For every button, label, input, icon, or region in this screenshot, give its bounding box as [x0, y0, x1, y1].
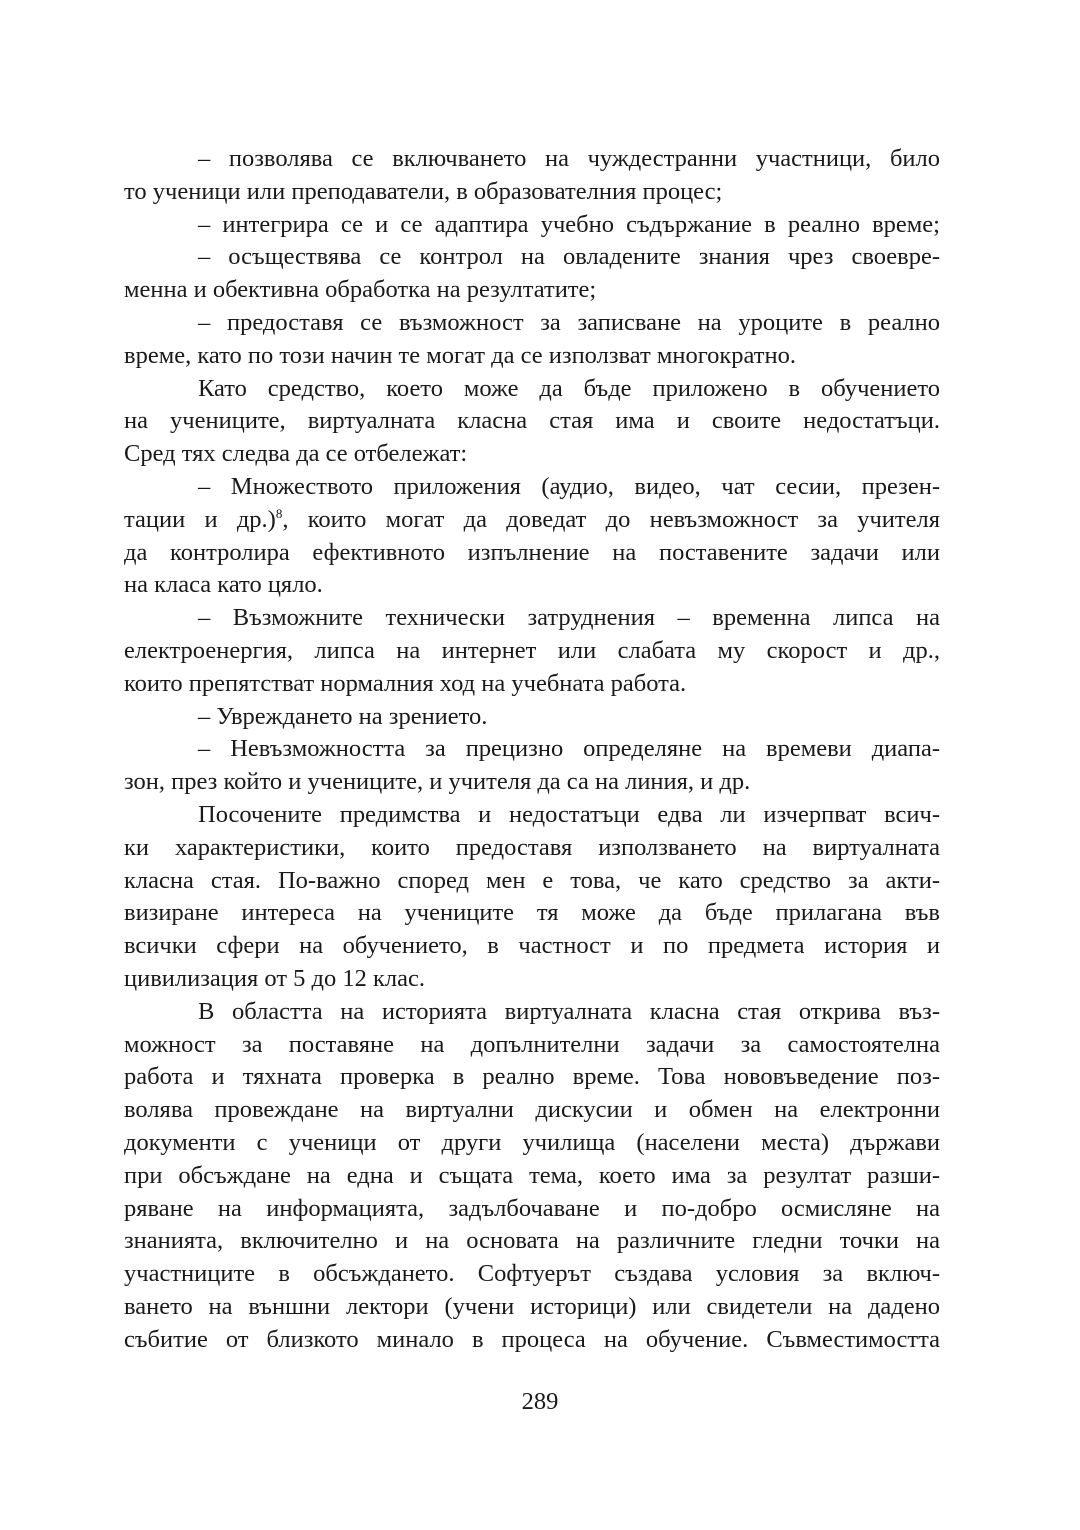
text-line: то ученици или преподаватели, в образователния процес; — [124, 177, 723, 205]
text-line: ряване на информацията, задълбочаване и по-добро осмисляне на — [124, 1194, 940, 1222]
text-line: участниците в обсъждането. Софтуерът създава условия за включ- — [124, 1260, 940, 1288]
text-line: документи с ученици от други училища (населени места) държави — [124, 1128, 940, 1156]
text-line: ки характеристики, които предоставя използването на виртуалната — [124, 833, 940, 861]
text-line: време, като по този начин те могат да се използват многократно. — [124, 341, 796, 369]
text-line: Сред тях следва да се отбележат: — [124, 440, 468, 468]
text-line: – интегрира се и се адаптира учебно съдържание в реално време; — [198, 210, 940, 238]
text-line: – Възможните технически затруднения – временна липса на — [198, 604, 940, 632]
text-line: събитие от близкото минало в процеса на обучение. Съвместимостта — [124, 1325, 940, 1353]
text-line: В областта на историята виртуалната класна стая открива въз- — [198, 997, 940, 1025]
text-line: при обсъждане на една и същата тема, което има за резултат разши- — [124, 1161, 940, 1189]
text-line: да контролира ефективното изпълнение на поставените задачи или — [124, 538, 940, 566]
text-line: цивилизация от 5 до 12 клас. — [124, 964, 426, 992]
text-line: – Невъзможността за прецизно определяне на времеви диапа- — [198, 735, 940, 763]
page-number: 289 — [521, 1388, 559, 1415]
footnote-reference: 8 — [275, 505, 283, 521]
text-line: – осъществява се контрол на овладените знания чрез своевре- — [198, 243, 940, 271]
text-line: волява провеждане на виртуални дискусии и обмен на електронни — [124, 1096, 940, 1124]
text-line: електроенергия, липса на интернет или слабата му скорост и др., — [124, 636, 940, 664]
body-text — [124, 143, 940, 1356]
text-line: визиране интереса на учениците тя може да бъде прилагана във — [124, 899, 940, 927]
text-line: класна стая. По-важно според мен е това, че като средство за акти- — [124, 866, 940, 894]
text-line: знанията, включително и на основата на различните гледни точки на — [124, 1227, 940, 1255]
text-line: работа и тяхната проверка в реално време. Това нововъведение поз- — [124, 1063, 940, 1091]
text-fragment: , които могат да доведат до невъзможност за учителя — [282, 505, 940, 533]
text-line: – предоставя се възможност за записване на уроците в реално — [198, 308, 940, 336]
text-line: на класа като цяло. — [124, 571, 323, 599]
text-line: можност за поставяне на допълнителни задачи за самостоятелна — [124, 1030, 940, 1058]
text-line: зон, през който и учениците, и учителя да са на линия, и др. — [124, 768, 751, 796]
text-line: които препятстват нормалния ход на учебната работа. — [124, 669, 687, 697]
text-line: менна и обективна обработка на резултатите; — [124, 276, 597, 304]
text-line: – Увреждането на зрението. — [198, 702, 488, 730]
text-line: – Множеството приложения (аудио, видео, чат сесии, презен- — [198, 472, 940, 500]
text-line: – позволява се включването на чуждестранни участници, било — [198, 145, 940, 172]
text-line: всички сфери на обучението, в частност и по предмета история и — [124, 932, 940, 960]
text-line: Като средство, което може да бъде приложено в обучението — [198, 374, 940, 402]
text-line: Посочените предимства и недостатъци едва ли изчерпват всич- — [198, 800, 940, 828]
text-line: на учениците, виртуалната класна стая има и своите недостатъци. — [124, 407, 940, 435]
text-line: ването на външни лектори (учени историци) или свидетели на дадено — [124, 1292, 940, 1320]
text-fragment: тации и др.) — [124, 505, 276, 533]
text-line-with-footnote — [124, 504, 940, 537]
